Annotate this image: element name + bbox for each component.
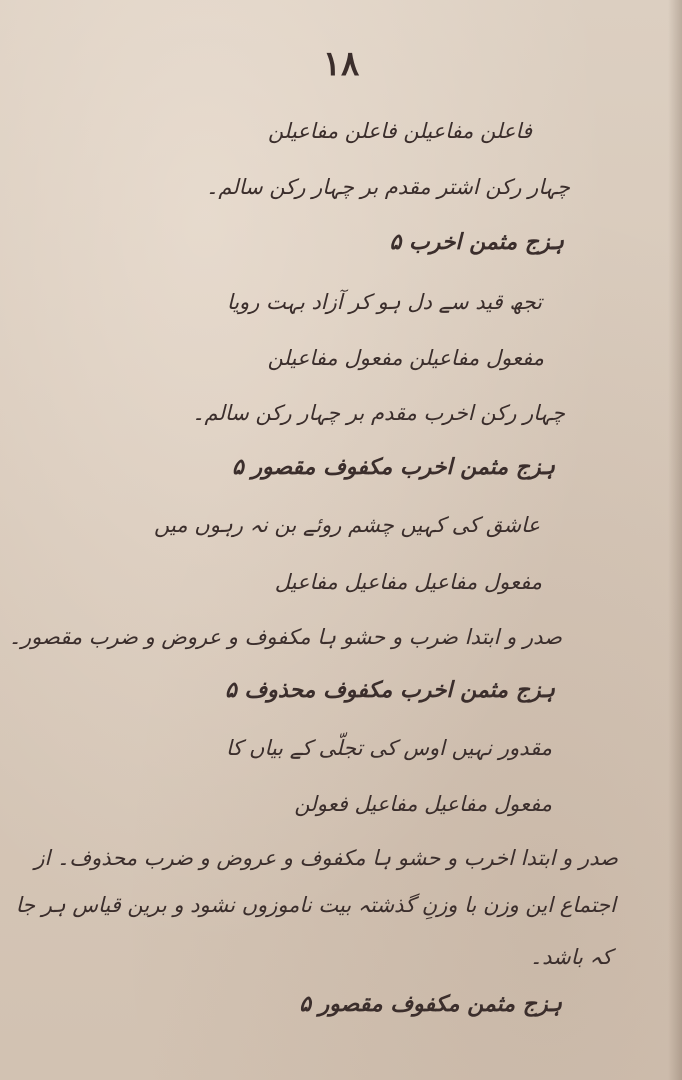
example-verse: تجھ قید سے دل ہو کر آزاد بہت رویا	[226, 290, 542, 314]
meter-heading: ہزج مثمن مکفوف مقصور ۵	[299, 992, 562, 1017]
meter-scansion-line: مفعول مفاعیل مفاعیل مفاعیل	[274, 570, 542, 594]
page-number: ١٨	[322, 44, 360, 84]
page-edge-shadow	[668, 0, 682, 1080]
meter-heading: ہزج مثمن اخرب ۵	[389, 230, 564, 255]
meter-description-line: صدر و ابتدا اخرب و حشو ہا مکفوف و عروض و ضرب محذوف۔ از	[34, 846, 618, 870]
meter-scansion-line: فاعلن مفاعیلن فاعلن مفاعیلن	[268, 119, 532, 143]
example-verse: مقدور نہیں اوس کی تجلّی کے بیاں کا	[225, 736, 552, 760]
meter-scansion-line: مفعول مفاعیل مفاعیل فعولن	[294, 792, 552, 816]
meter-description-line: چہار رکن اشتر مقدم بر چہار رکن سالم۔	[206, 175, 570, 199]
meter-heading: ہزج مثمن اخرب مکفوف محذوف ۵	[224, 678, 555, 703]
meter-scansion-line: مفعول مفاعیلن مفعول مفاعیلن	[267, 346, 544, 370]
meter-heading: ہزج مثمن اخرب مکفوف مقصور ۵	[231, 455, 555, 480]
meter-description-line: کہ باشد۔	[529, 945, 612, 969]
meter-description-line: صدر و ابتدا ضرب و حشو ہا مکفوف و عروض و ضرب مقصور۔	[8, 625, 562, 649]
meter-description-line: چہار رکن اخرب مقدم بر چہار رکن سالم۔	[192, 401, 565, 425]
example-verse: عاشق کی کہیں چشم روئے بن نہ رہوں میں	[154, 513, 540, 537]
meter-description-line: اجتماع این وزن با وزنِ گذشتہ بیت ناموزوں نشود و برین قیاس ہر جا	[15, 893, 616, 917]
